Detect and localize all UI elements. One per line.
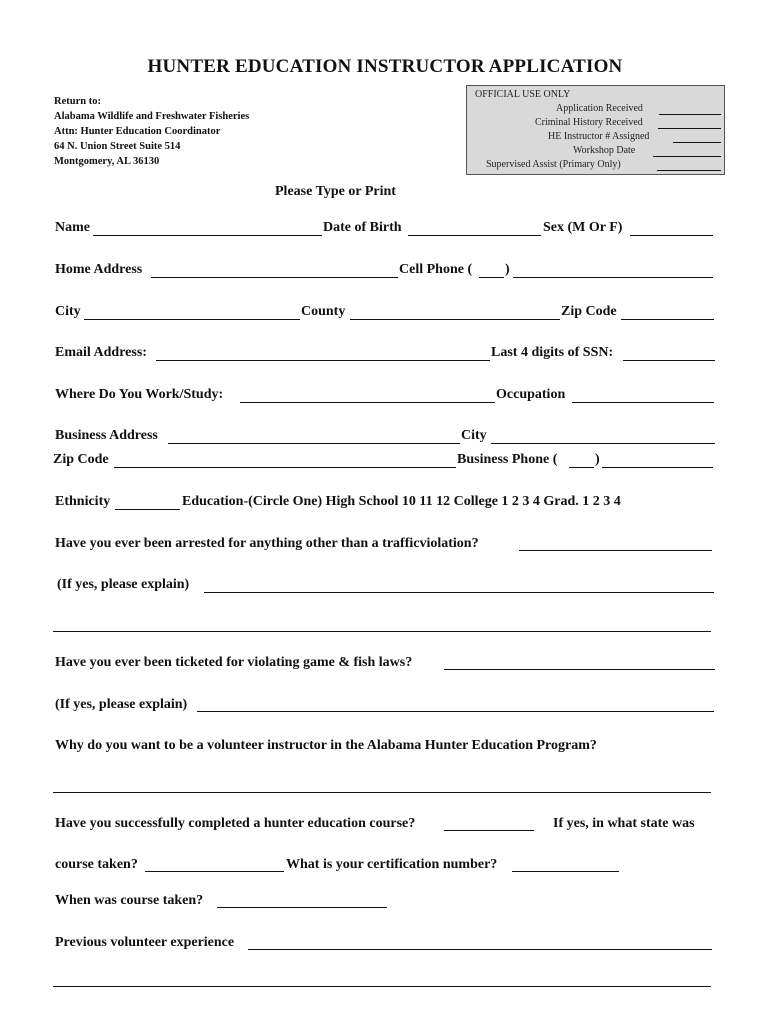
county-label: County xyxy=(301,304,346,319)
state-question: If yes, in what state was xyxy=(553,816,695,831)
course-state-field[interactable] xyxy=(145,871,284,872)
city-label: City xyxy=(55,304,81,319)
page-title: HUNTER EDUCATION INSTRUCTOR APPLICATION xyxy=(147,56,623,77)
zip-field[interactable] xyxy=(621,319,714,320)
official-item: HE Instructor # Assigned xyxy=(548,131,650,142)
city-field[interactable] xyxy=(84,319,300,320)
official-item: Criminal History Received xyxy=(535,117,643,128)
cell-phone-label: Cell Phone ( xyxy=(399,262,473,277)
business-phone-paren: ) xyxy=(595,452,600,467)
official-blank[interactable] xyxy=(659,114,721,115)
sex-field[interactable] xyxy=(630,235,713,236)
ethnicity-label: Ethnicity xyxy=(55,494,111,509)
official-blank[interactable] xyxy=(658,128,721,129)
instruction-text: Please Type or Print xyxy=(275,184,396,199)
home-address-field[interactable] xyxy=(151,277,398,278)
previous-experience-label: Previous volunteer experience xyxy=(55,935,235,950)
when-field[interactable] xyxy=(217,907,387,908)
home-address-label: Home Address xyxy=(55,262,143,277)
name-field[interactable] xyxy=(93,235,322,236)
email-label: Email Address: xyxy=(55,345,147,360)
dob-label: Date of Birth xyxy=(323,220,402,235)
cell-phone-field[interactable] xyxy=(513,277,713,278)
why-question: Why do you want to be a volunteer instructor in the Alabama Hunter Education Program? xyxy=(55,738,597,753)
arrested-field[interactable] xyxy=(519,550,712,551)
arrested-explain-line[interactable] xyxy=(53,631,711,632)
ethnicity-field[interactable] xyxy=(115,509,180,510)
official-use-box xyxy=(466,85,725,175)
occupation-field[interactable] xyxy=(572,402,714,403)
why-answer-line[interactable] xyxy=(53,792,711,793)
ticketed-field[interactable] xyxy=(444,669,715,670)
official-blank[interactable] xyxy=(657,170,721,171)
when-label: When was course taken? xyxy=(55,893,204,908)
business-address-field[interactable] xyxy=(168,443,460,444)
zip-label: Zip Code xyxy=(561,304,617,319)
work-field[interactable] xyxy=(240,402,495,403)
ssn-field[interactable] xyxy=(623,360,715,361)
business-city-field[interactable] xyxy=(491,443,715,444)
official-blank[interactable] xyxy=(673,142,721,143)
course-taken-label: course taken? xyxy=(55,857,138,872)
business-address-label: Business Address xyxy=(55,428,158,443)
occupation-label: Occupation xyxy=(496,387,566,402)
return-to-line: Montgomery, AL 36130 xyxy=(54,156,160,167)
arrested-explain-field[interactable] xyxy=(204,592,714,593)
return-to-line: 64 N. Union Street Suite 514 xyxy=(54,141,181,152)
return-to-line: Attn: Hunter Education Coordinator xyxy=(54,126,221,137)
ticketed-explain-field[interactable] xyxy=(197,711,714,712)
business-zip-field[interactable] xyxy=(114,467,456,468)
business-phone-field[interactable] xyxy=(602,467,713,468)
sex-label: Sex (M Or F) xyxy=(543,220,623,235)
completed-question: Have you successfully completed a hunter education course? xyxy=(55,816,416,831)
official-item: Workshop Date xyxy=(573,145,636,156)
county-field[interactable] xyxy=(350,319,560,320)
ticketed-question: Have you ever been ticketed for violating game & fish laws? xyxy=(55,655,413,670)
cert-number-label: What is your certification number? xyxy=(286,857,498,872)
arrested-question: Have you ever been arrested for anything other than a trafficviolation? xyxy=(55,536,479,551)
return-to-line: Alabama Wildlife and Freshwater Fisheries xyxy=(54,111,250,122)
official-item: Supervised Assist (Primary Only) xyxy=(486,159,621,170)
education-label[interactable]: Education-(Circle One) High School 10 11 12 College 1 2 3 4 Grad. 1 2 3 4 xyxy=(182,494,621,509)
arrested-explain-label: (If yes, please explain) xyxy=(57,577,190,592)
business-city-label: City xyxy=(461,428,487,443)
previous-experience-line[interactable] xyxy=(53,986,711,987)
cert-number-field[interactable] xyxy=(512,871,619,872)
completed-field[interactable] xyxy=(444,830,534,831)
name-label: Name xyxy=(55,220,90,235)
business-zip-label: Zip Code xyxy=(53,452,109,467)
official-blank[interactable] xyxy=(653,156,721,157)
previous-experience-field[interactable] xyxy=(248,949,712,950)
email-field[interactable] xyxy=(156,360,490,361)
business-phone-label: Business Phone ( xyxy=(457,452,558,467)
work-label: Where Do You Work/Study: xyxy=(55,387,224,402)
business-area-code-field[interactable] xyxy=(569,467,594,468)
ssn-label: Last 4 digits of SSN: xyxy=(491,345,614,360)
official-item: Application Received xyxy=(556,103,643,114)
dob-field[interactable] xyxy=(408,235,541,236)
cell-phone-paren: ) xyxy=(505,262,510,277)
ticketed-explain-label: (If yes, please explain) xyxy=(55,697,188,712)
return-to-heading: Return to: xyxy=(54,96,101,107)
official-use-heading: OFFICIAL USE ONLY xyxy=(475,89,571,100)
cell-area-code-field[interactable] xyxy=(479,277,504,278)
